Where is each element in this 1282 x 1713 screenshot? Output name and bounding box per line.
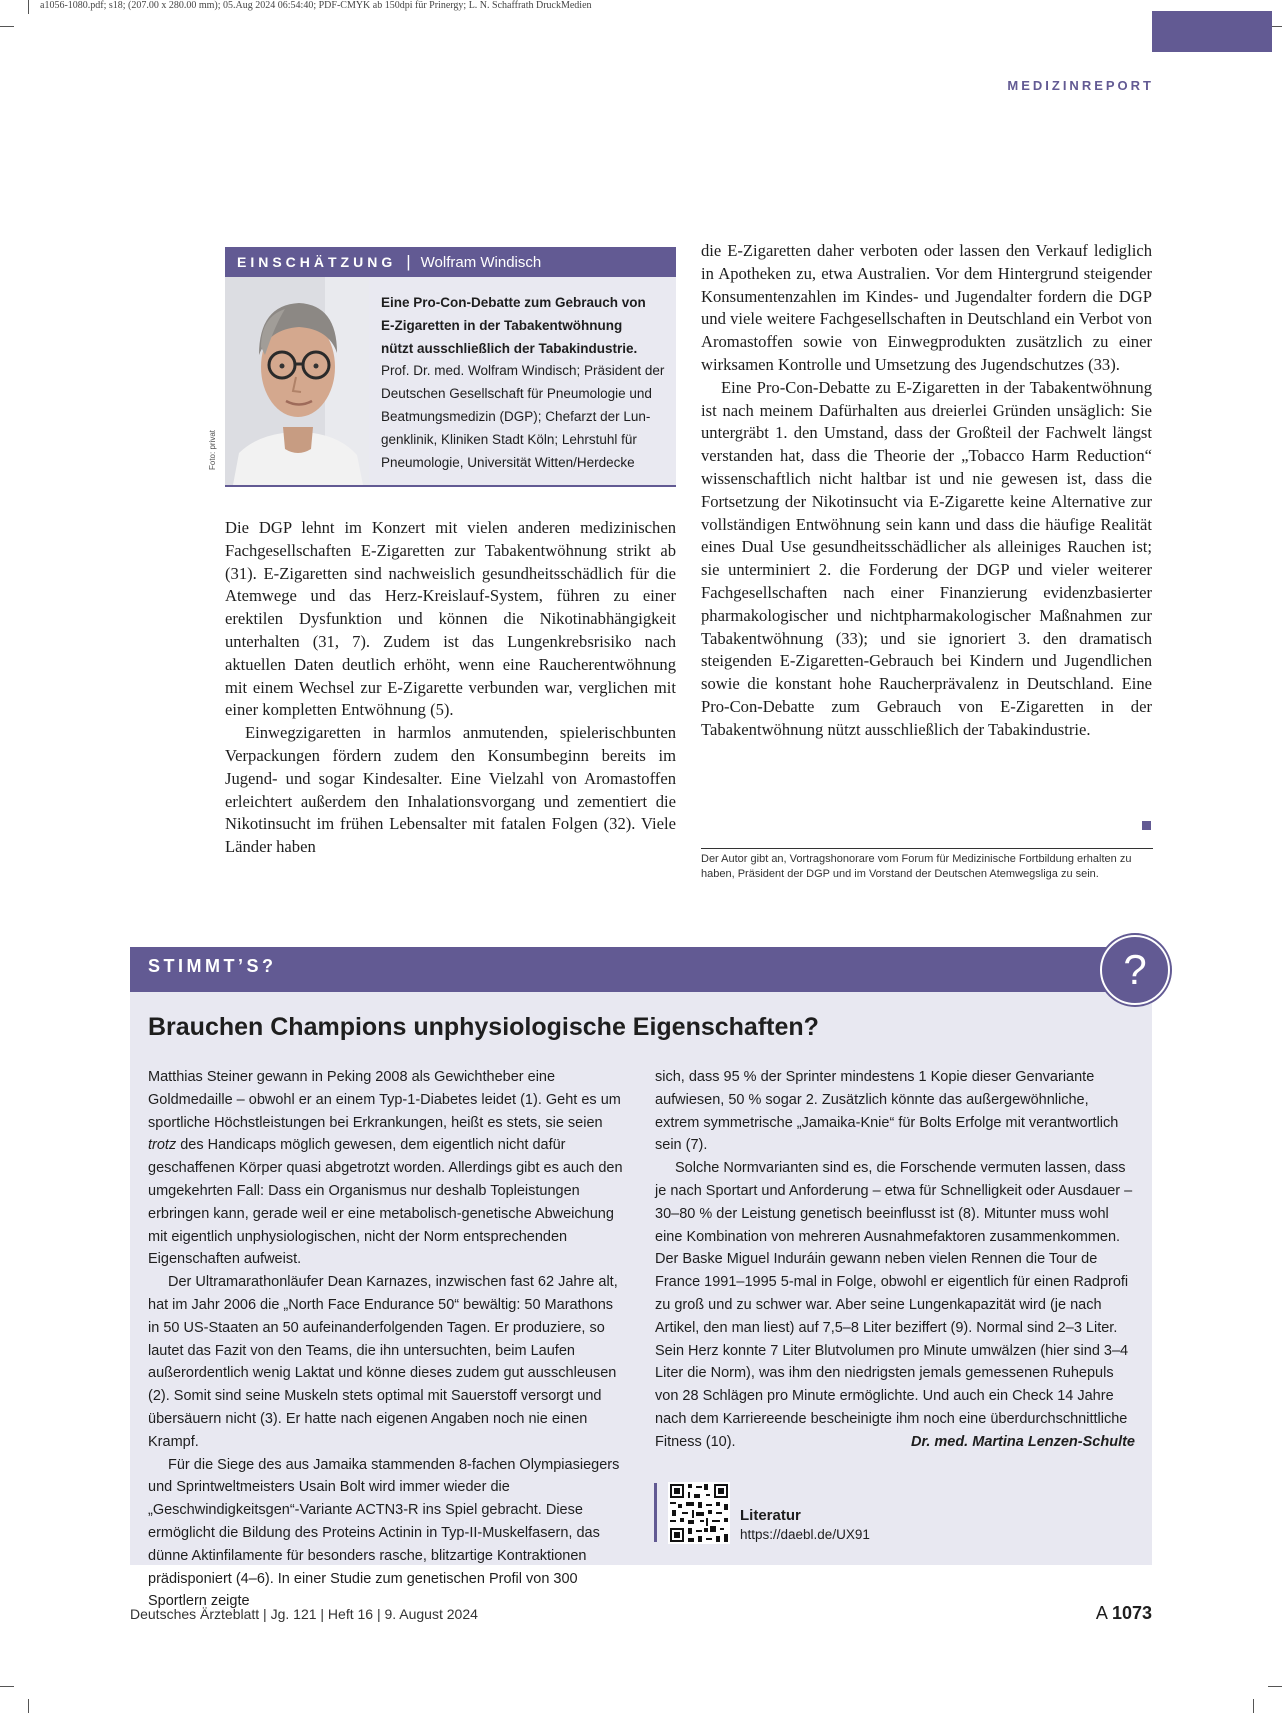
bio-line: Deutschen Gesellschaft für Pneumologie und (381, 386, 652, 402)
text-run: Solche Normvarianten sind es, die Forschende vermuten lassen, dass je nach Sportart und Anforderung – etwa für Schnelligkeit oder Ausdauer – 30–80 % der Leistung genetisch beeinflusst ist (8). Mitunter muss wohl eine Kombination von mehreren Ausnahmefaktoren zusammenkommen. Der Baske Miguel Induráin gewann neben vielen Rennen die Tour de France 1991–1995 5-mal in Folge, obwohl er eigentlich für einen Radprofi zu groß und zu schwer war. Aber seine Lungenkapazität wird (je nach Artikel, den man liest) auf 7,5–8 Liter beziffert (9). Normal sind 2–3 Liter. Sein Herz konnte 7 Liter Blutvolumen pro Minute umwälzen (hier sind 3–4 Liter die Norm), was ihm den niedrigsten jemals gemessenen Ruhepuls von 28 Schlägen pro Minute ermöglichte. Und auch ein Check 14 Jahre nach dem Karriereende bescheinigte ihm noch eine überdurchschnittliche Fitness (10). (655, 1160, 1133, 1450)
paragraph: Eine Pro-Con-Debatte zu E-Zigaretten in der Tabakentwöhnung ist nach meinem Dafürhalten aus dreierlei Gründen unsäglich: Sie untergräbt 1. den Umstand, dass der Großteil der Fachwelt längst verstanden hat, dass die Theorie der „Tobacco Harm Reduction“ wissenschaftlich nicht haltbar ist und nie gewesen ist, dass die Fortsetzung der Nikotinsucht via E-Zigarette keine Alternative zur vollständigen Entwöhnung sein kann und dass die häufige Realität eines Dual Use gesundheitsschädlicher als alleiniges Rauchen ist; sie unterminiert 2. die Forderung der DGP und vieler weiterer Fachgesellschaften nach einer Finanzierung evidenzbasierter pharmakologischer und nichtpharmakologischer Maßnahmen zur Tabakentwöhnung (33); und sie ignoriert 3. den dramatisch steigenden E-Zigaretten-Gebrauch bei Kindern und Jugendlichen sowie die konstant hohe Raucherprävalenz in Deutschland. Eine Pro-Con-Debatte zum Gebrauch von E-Zigaretten in der Tabakentwöhnung nützt ausschließlich der Tabakindustrie. (701, 377, 1152, 739)
bio-line: Pneumologie, Universität Witten/Herdecke (381, 454, 635, 470)
journal-info: Deutsches Ärzteblatt | Jg. 121 | Heft 16 | 9. August 2024 (130, 1606, 478, 1622)
disclosure-note: Der Autor gibt an, Vortragshonorare vom Forum für Medizinische Fortbildung erhalten zu haben, Präsident der DGP und im Vorstand der Deutschen Atemwegsliga zu sein. (701, 848, 1153, 882)
crop-mark (0, 1686, 14, 1687)
stimmts-right-column (655, 1066, 1135, 1454)
text-run: des Handicaps möglich gewesen, dem eigentlich nicht dafür geschaffenen Körper quasi abgetrotzt worden. Allerdings gibt es auch den umgekehrten Fall: Dass ein Organismus nur deshalb Topleistungen erbringen kann, gerade weil er eine metabolisch-genetische Abweichung mit eigentlich unphysiologischen, nicht der Norm entsprechenden Eigenschaften aufweist. (148, 1137, 623, 1268)
headline-line: E-Zigaretten in der Tabakentwöhnung (381, 317, 623, 333)
section-label: MEDIZINREPORT (1007, 78, 1154, 93)
photo-credit: Foto: privat (208, 429, 217, 470)
literatur-rule (654, 1483, 657, 1542)
stimmts-label: STIMMT’S? (148, 956, 277, 976)
crop-mark (28, 1699, 29, 1713)
einschaetzung-text (381, 292, 671, 474)
question-mark-glyph: ? (1123, 946, 1147, 993)
literatur-label: Literatur (740, 1507, 801, 1524)
page-prefix: A (1095, 1603, 1107, 1623)
page-number-value: 1073 (1111, 1603, 1152, 1623)
einschaetzung-label: EINSCHÄTZUNG (237, 254, 397, 270)
end-mark (1142, 821, 1151, 830)
paragraph: sich, dass 95 % der Sprinter mindestens 1 Kopie dieser Genvariante aufwiesen, 50 % sogar 2. Zusätzlich könnte das außergewöhnliche, extrem symmetrische „Jamaika-Knie“ für Bolts Erfolge mit verantwortlich sein (7). (655, 1069, 1119, 1154)
crop-mark (1268, 1686, 1282, 1687)
paragraph: Einwegzigaretten in harmlos anmutenden, spielerischbunten Verpackungen fördern zudem den Konsumbeginn bereits im Jugend- und sogar Kindesalter. Eine Vielzahl von Aromastoffen erleichtert außerdem den Inhalationsvorgang und zementiert die Nikotinsucht im frühen Lebensalter mit fatalen Folgen (32). Viele Länder haben (225, 723, 676, 857)
bio-line: Beatmungsmedizin (DGP); Chefarzt der Lun- (381, 408, 651, 424)
bio-line: Prof. Dr. med. Wolfram Windisch; Präsident der (381, 363, 665, 379)
literatur-link[interactable]: https://daebl.de/UX91 (740, 1527, 870, 1542)
stimmts-title: Brauchen Champions unphysiologische Eigenschaften? (148, 1013, 819, 1041)
headline-line: Eine Pro-Con-Debatte zum Gebrauch von (381, 295, 646, 310)
crop-mark (1253, 1699, 1254, 1713)
author-photo (225, 277, 369, 485)
qr-code-icon[interactable] (668, 1482, 730, 1544)
paragraph: die E-Zigaretten daher verboten oder lassen den Verkauf lediglich in Apotheken zu, etwa Australien. Vor dem Hintergrund steigender Konsumentenzahlen im Kindes- und Jugendalter fordern die DGP und viele weitere Fachgesellschaften in Deutschland ein Verbot von Aromastoffen sowie von Einwegprodukten zusätzlich zu einer wirksamen Kontrolle und Umsetzung des Jugendschutzes (33). (701, 241, 1152, 374)
article-author: Dr. med. Martina Lenzen-Schulte (911, 1433, 1135, 1450)
section-tab (1152, 11, 1272, 52)
question-mark-icon (1100, 935, 1170, 1005)
einschaetzung-header (225, 247, 676, 277)
headline-line: nützt ausschließlich der Tabakindustrie. (381, 340, 638, 356)
paragraph (148, 1066, 623, 1271)
paragraph: Für die Siege des aus Jamaika stammenden 8-fachen Olympiasiegers und Sprintweltmeisters Usain Bolt wird immer wieder die „Geschwindigkeitsgen“-Variante ACTN3-R ins Spiel gebracht. Diese ermöglicht die Bildung des Proteins Actinin in Typ-II-Muskelfasern, das dünne Aktinfilamente für besonders rasche, blitzartige Kontraktionen prädisponiert (4–6). In einer Studie zum genetischen Profil von 300 Sportlern zeigte (148, 1456, 620, 1610)
crop-mark (0, 26, 14, 27)
page-number (1096, 1603, 1152, 1624)
paragraph: Der Ultramarathonläufer Dean Karnazes, inzwischen fast 62 Jahre alt, hat im Jahr 2006 die „North Face Endurance 50“ bewältig: 50 Marathons in 50 US-Staaten an 50 aufeinanderfolgenden Tagen. Er produziere, so lautet das Fazit von den Teams, die ihn untersuchten, beim Laufen außerordentlich wenig Laktat und könne dieses zudem gut ausschleusen (2). Somit sind seine Muskeln stets optimal mit Sauerstoff versorgt und übersäuern nicht (3). Er hatte nach eigenen Angaben noch nie einen Krampf. (148, 1274, 618, 1450)
paragraph: Die DGP lehnt im Konzert mit vielen anderen medizinischen Fachgesellschaften E-Zigaretten zur Tabakentwöhnung strikt ab (31). E-Zigaretten sind nachweislich gesundheitsschädlich für die Atemwege und das Herz-Kreislauf-System, führen zu einer erektilen Dysfunktion und können die Nikotinabhängigkeit unterhalten (31, 7). Zudem ist das Lungenkrebsrisiko nach aktuellen Daten deutlich erhöht, wenn eine Raucherentwöhnung mit einem Wechsel zur E-Zigarette verbunden war, verglichen mit einer kompletten Entwöhnung (5). (225, 518, 676, 720)
author-name: Wolfram Windisch (420, 253, 542, 271)
text-run: Matthias Steiner gewann in Peking 2008 als Gewichtheber eine Goldmedaille – obwohl er an einem Typ-1-Diabetes leidet (1). Geht es um sportliche Höchstleistungen bei Erkrankungen, heißt es stets, sie seien (148, 1069, 621, 1131)
stimmts-left-column (148, 1066, 623, 1613)
stimmts-header-bar (130, 947, 1152, 992)
article-left-column (225, 517, 676, 859)
article-right-column (701, 240, 1152, 742)
paragraph (655, 1157, 1135, 1453)
emphasis: trotz (148, 1137, 177, 1154)
crop-mark (28, 0, 29, 14)
bio-line: genklinik, Kliniken Stadt Köln; Lehrstuhl für (381, 431, 637, 447)
print-info: a1056-1080.pdf; s18; (207.00 x 280.00 mm); 05.Aug 2024 06:54:40; PDF-CMYK ab 150dpi für Prinergy; L. N. Schaffrath DruckMedien (40, 0, 592, 11)
header-separator: | (406, 252, 411, 271)
